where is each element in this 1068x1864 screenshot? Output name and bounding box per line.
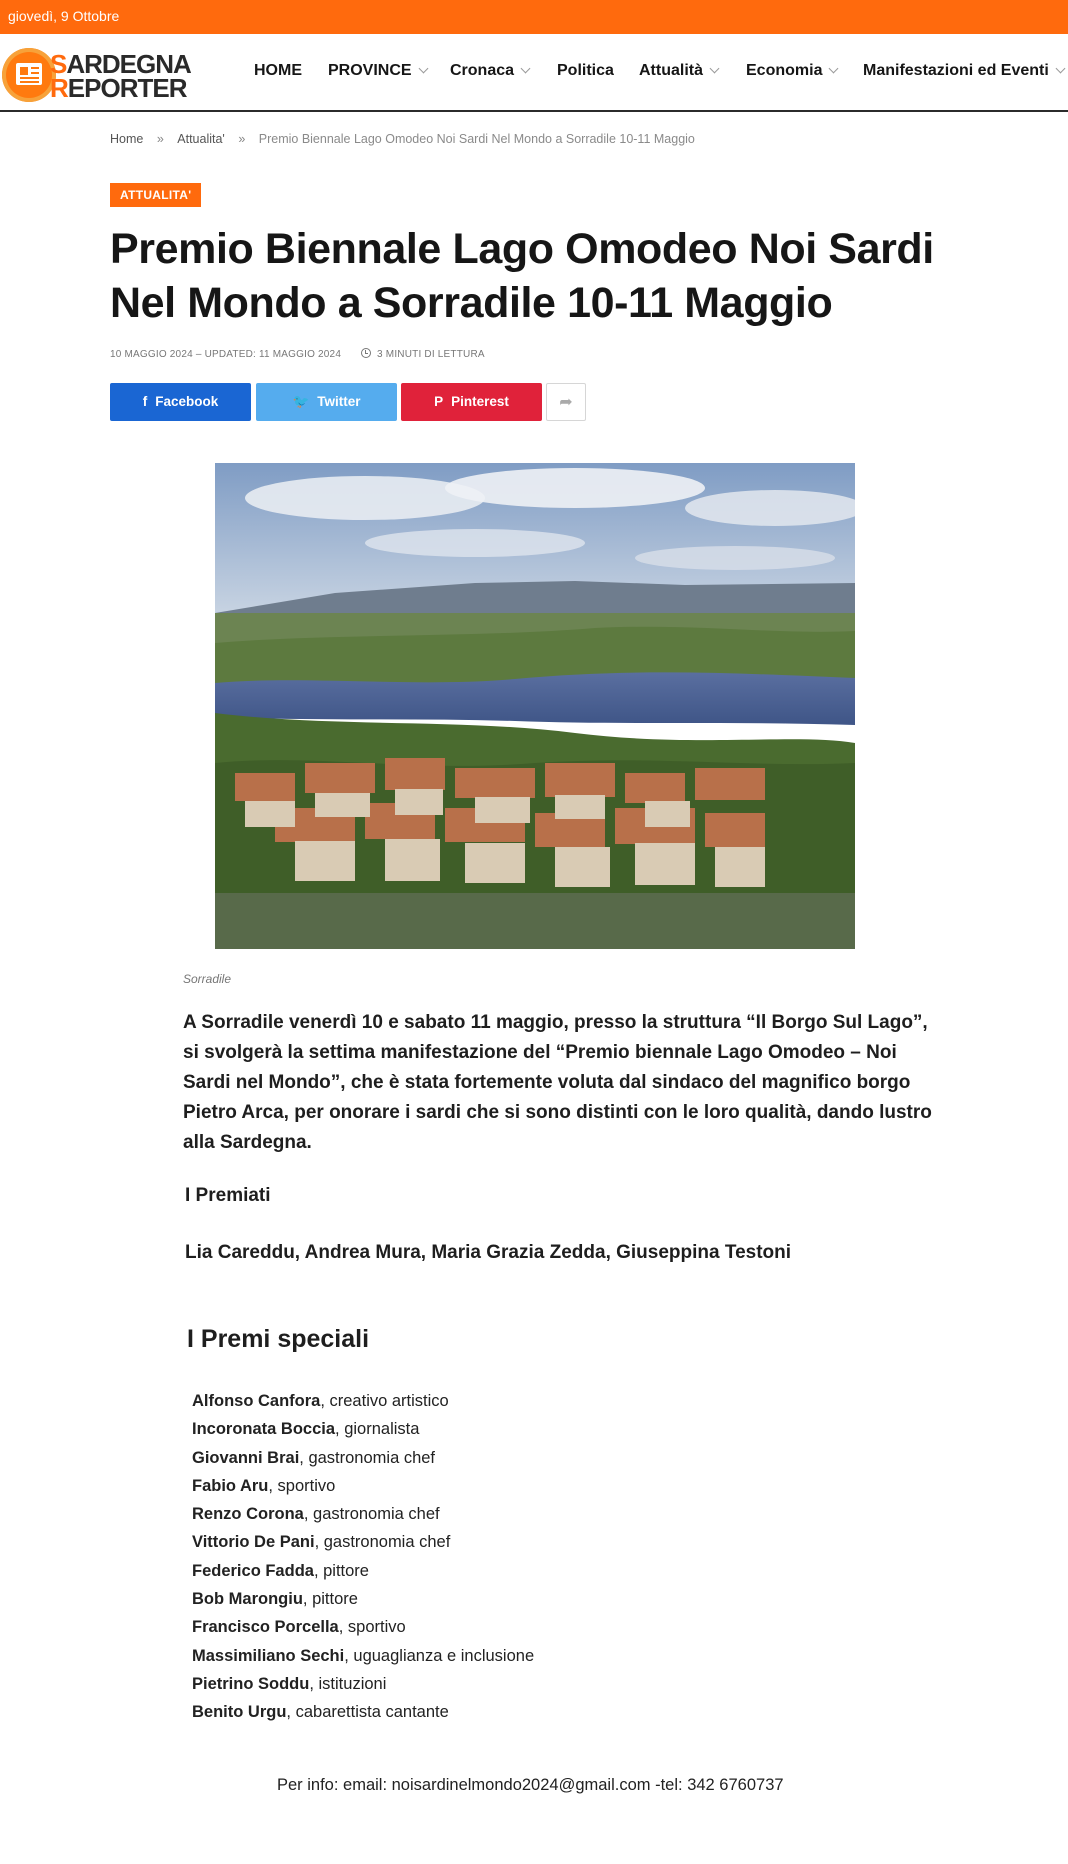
chevron-down-icon [1055,64,1065,74]
site-logo[interactable]: SARDEGNA REPORTER [2,48,170,102]
breadcrumb-current: Premio Biennale Lago Omodeo Noi Sardi Nel Mondo a Sorradile 10-11 Maggio [258,132,695,146]
nav-item-province[interactable]: PROVINCE [328,62,427,80]
list-item: Benito Urgu, cabarettista cantante [192,1703,449,1722]
image-caption: Sorradile [183,972,232,986]
nav-item-economia[interactable]: Economia [746,62,837,80]
article-meta [110,348,485,360]
list-item: Bob Marongiu, pittore [192,1590,358,1609]
share-more-button[interactable] [546,383,586,421]
list-item: Fabio Aru, sportivo [192,1476,336,1495]
list-item: Incoronata Boccia, giornalista [192,1420,420,1439]
article-image [215,463,855,949]
nav-item-politica[interactable]: Politica [557,62,614,79]
landscape-photo [215,463,855,949]
nav-item-manifestazioni[interactable]: Manifestazioni ed Eventi [863,62,1064,80]
list-item: Renzo Corona, gastronomia chef [192,1505,440,1524]
share-twitter-button[interactable]: 🐦 Twitter [256,383,397,421]
special-awards-list [192,1392,892,1732]
clock-icon [361,348,371,358]
reading-time: 3 MINUTI DI LETTURA [377,349,485,360]
winners-list: Lia Careddu, Andrea Mura, Maria Grazia Zedda, Giuseppina Testoni [185,1242,792,1263]
category-badge[interactable]: ATTUALITA' [110,183,201,207]
article-lead: A Sorradile venerdì 10 e sabato 11 maggio, presso la struttura “Il Borgo Sul Lago”, si svolgerà la settima manifestazione del “Premio biennale Lago Omodeo – Noi Sardi nel Mondo”, che è stata fortemente voluta dal sindaco del magnifico borgo Pietro Arca, per onorare i sardi che si sono distinti con le loro qualità, dando lustro alla Sardegna. [183,1012,932,1153]
updated-date: 11 MAGGIO 2024 [258,349,342,360]
publish-date: 10 MAGGIO 2024 [110,349,193,360]
list-item: Francisco Porcella, sportivo [192,1618,406,1637]
breadcrumb-home[interactable]: Home [110,132,144,146]
list-item: Pietrino Soddu, istituzioni [192,1674,387,1693]
updated-label: – UPDATED: [195,349,256,360]
nav-item-cronaca[interactable]: Cronaca [450,62,529,80]
breadcrumb-section[interactable]: Attualita' [177,132,225,146]
twitter-icon: 🐦 [292,394,310,409]
list-item: Giovanni Brai, gastronomia chef [192,1448,436,1467]
breadcrumb-separator: » [156,132,164,146]
chevron-down-icon [521,64,531,74]
article-title: Premio Biennale Lago Omodeo Noi Sardi Nel Mondo a Sorradile 10-11 Maggio [110,225,934,327]
speciali-heading: I Premi speciali [187,1325,370,1353]
chevron-down-icon [418,64,428,74]
list-item: Massimiliano Sechi, uguaglianza e inclusione [192,1646,535,1665]
chevron-down-icon [829,64,839,74]
premiati-heading: I Premiati [185,1185,271,1206]
current-date: giovedì, 9 Ottobre [8,8,120,24]
nav-item-attualita[interactable]: Attualità [639,62,718,80]
list-item: Vittorio De Pani, gastronomia chef [192,1533,451,1552]
facebook-icon: f [142,394,148,409]
list-item: Federico Fadda, pittore [192,1561,369,1580]
share-facebook-button[interactable]: f Facebook [110,383,251,421]
share-icon: ➦ [559,394,573,411]
breadcrumb-separator: » [238,132,246,146]
chevron-down-icon [710,64,720,74]
nav-item-home[interactable]: HOME [254,62,302,79]
pinterest-icon: P [434,394,444,409]
breadcrumb [110,132,695,146]
main-nav [0,62,1068,86]
list-item: Alfonso Canfora, creativo artistico [192,1392,449,1410]
share-pinterest-button[interactable]: P Pinterest [401,383,542,421]
contact-info: Per info: email: noisardinelmondo2024@gmail.com -tel: 342 6760737 [277,1776,784,1794]
site-header [0,34,1068,112]
top-bar [0,0,1068,34]
